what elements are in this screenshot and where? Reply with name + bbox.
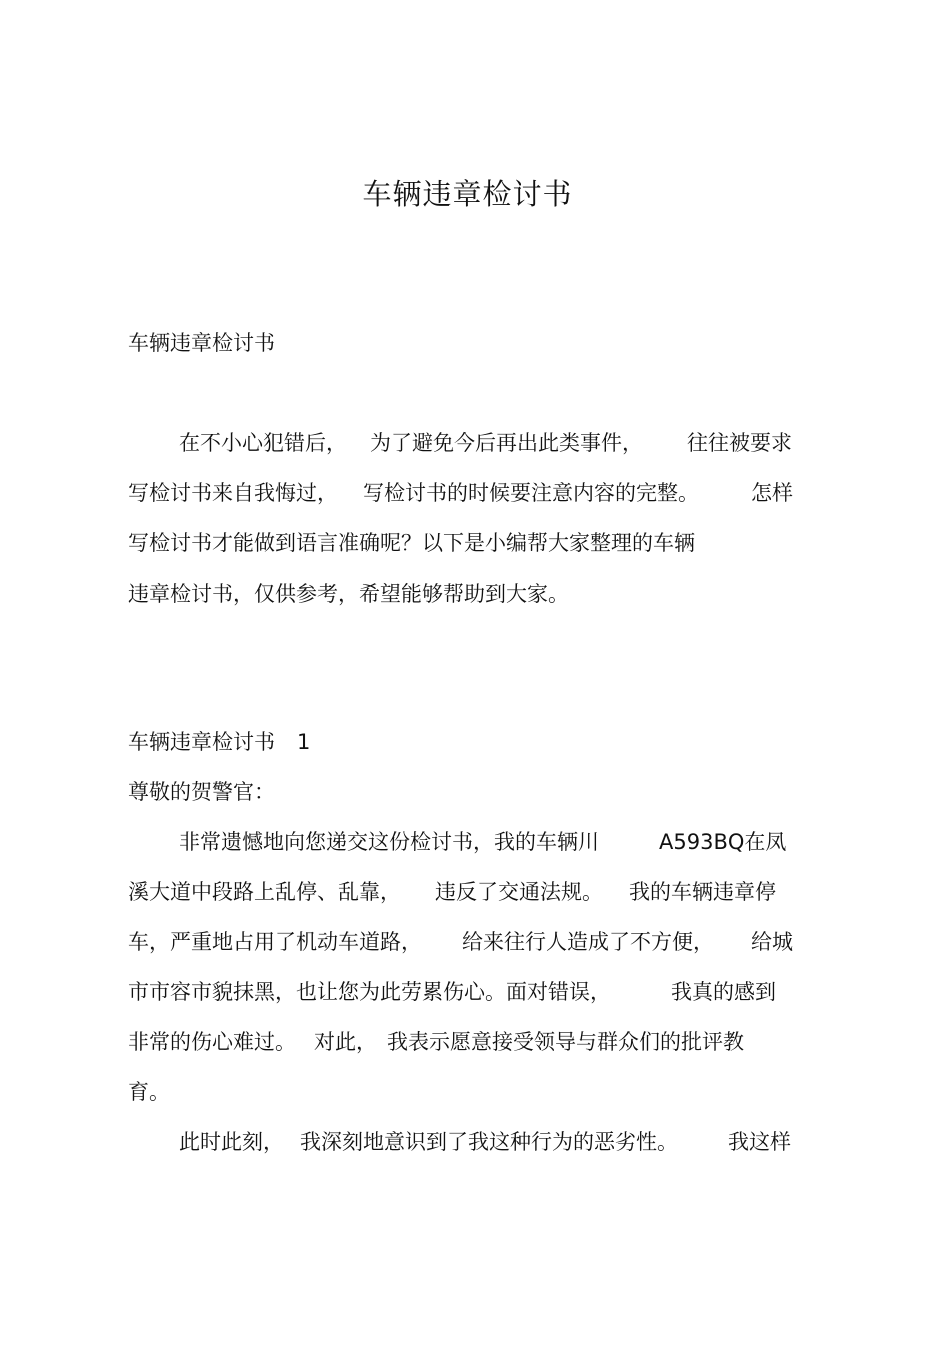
section-1-heading	[128, 727, 310, 757]
section-1-heading-number: 1	[297, 730, 311, 754]
para1-line-2-part-1: 溪大道中段路上乱停、乱靠，	[128, 880, 401, 904]
para1-line-4-part-1: 市市容市貌抹黑，也让您为此劳累伤心。面对错误，	[128, 980, 611, 1004]
section-1-heading-text: 车辆违章检讨书	[128, 730, 275, 754]
para1-line-2-part-2: 违反了交通法规。	[435, 880, 603, 904]
para2-line-1-part-1: 此时此刻，	[179, 1130, 284, 1154]
para1-line-1-part-2: A593BQ在凤	[659, 830, 787, 854]
para1-line-5-part-3: 我表示愿意接受领导与群众们的批评教	[387, 1030, 744, 1054]
document-title: 车辆违章检讨书	[362, 177, 573, 211]
para1-line-3-part-1: 车，严重地占用了机动车道路，	[128, 930, 422, 954]
para1-line-3-part-2: 给来往行人造成了不方便，	[462, 930, 714, 954]
intro-line-1-part-3: 往往被要求	[687, 431, 792, 455]
para1-line-6: 育。	[128, 1080, 170, 1104]
intro-line-2-part-3: 怎样	[751, 481, 793, 505]
para2-line-1-part-2: 我深刻地意识到了我这种行为的恶劣性。	[300, 1130, 678, 1154]
para1-line-1-part-1: 非常遗憾地向您递交这份检讨书，我的车辆川	[179, 830, 599, 854]
para1-line-4-part-2: 我真的感到	[671, 980, 776, 1004]
para2-line-1	[179, 1127, 791, 1157]
document-subtitle: 车辆违章检讨书	[128, 331, 275, 355]
salutation: 尊敬的贺警官：	[128, 780, 275, 804]
intro-line-4: 违章检讨书，仅供参考，希望能够帮助到大家。	[128, 582, 569, 606]
para2-line-1-part-3: 我这样	[728, 1130, 791, 1154]
para1-line-2-part-3: 我的车辆违章停	[629, 880, 776, 904]
intro-line-2-part-1: 写检讨书来自我悔过，	[128, 481, 338, 505]
para1-line-4	[128, 977, 776, 1007]
intro-line-2	[128, 478, 793, 508]
intro-line-3: 写检讨书才能做到语言准确呢？以下是小编帮大家整理的车辆	[128, 531, 695, 555]
para1-line-5-part-2: 对此，	[314, 1030, 377, 1054]
para1-line-3-part-3: 给城	[751, 930, 793, 954]
para1-line-5-part-1: 非常的伤心难过。	[128, 1030, 296, 1054]
intro-line-2-part-2: 写检讨书的时候要注意内容的完整。	[363, 481, 699, 505]
para1-line-5	[128, 1027, 744, 1057]
para1-line-1	[179, 827, 786, 857]
intro-line-1-part-2: 为了避免今后再出此类事件，	[370, 431, 643, 455]
para1-line-3	[128, 927, 793, 957]
para1-line-2	[128, 877, 776, 907]
intro-line-1-part-1: 在不小心犯错后，	[179, 431, 347, 455]
intro-line-1	[179, 428, 792, 458]
